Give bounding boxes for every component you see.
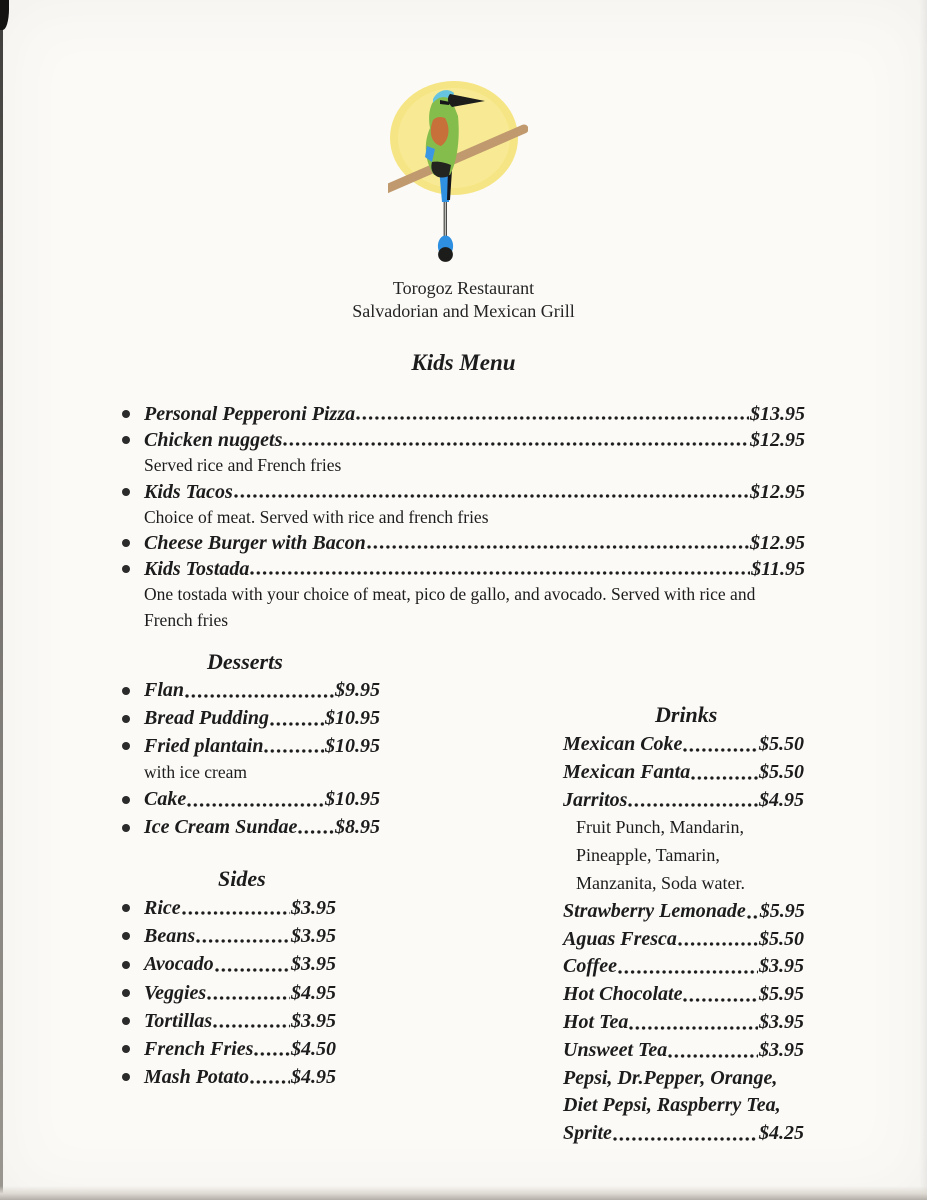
item-name: Bread Pudding: [144, 706, 270, 729]
item-price: $10.95: [325, 787, 380, 810]
item-price: $4.95: [759, 788, 804, 811]
item-name: Mexican Fanta: [563, 760, 691, 783]
drinks-section: [563, 701, 804, 1148]
menu-item-row: [563, 1037, 804, 1065]
menu-item-row: [122, 922, 336, 950]
item-name: Avocado: [144, 953, 214, 976]
bullet-icon: [122, 824, 130, 832]
menu-item-row: [122, 894, 336, 922]
item-price: $5.50: [759, 927, 804, 950]
item-name: Cheese Burger with Bacon: [144, 532, 366, 554]
drink-names-line: Diet Pepsi, Raspberry Tea,: [563, 1094, 781, 1117]
drinks-heading: Drinks: [655, 702, 718, 727]
menu-item-row: [122, 705, 380, 733]
bullet-icon: [122, 488, 130, 496]
item-price: $3.95: [759, 955, 804, 978]
item-name: Hot Chocolate: [563, 983, 683, 1006]
dot-leader: [613, 1137, 758, 1141]
item-price: $13.95: [750, 403, 805, 425]
drink-names-line: Pepsi, Dr.Pepper, Orange,: [563, 1066, 778, 1089]
item-price: $4.50: [291, 1038, 336, 1061]
dot-leader: [187, 803, 324, 807]
bullet-icon: [122, 1017, 130, 1025]
dot-leader: [629, 1026, 758, 1030]
kids-menu-section: [122, 401, 805, 633]
item-name: Cake: [144, 787, 187, 810]
dot-leader: [270, 722, 324, 726]
menu-item-row: [122, 479, 805, 505]
menu-item-row: [122, 1035, 336, 1063]
item-description: Served rice and French fries: [144, 455, 342, 475]
item-name: Strawberry Lemonade: [563, 899, 746, 922]
item-price: $3.95: [759, 1010, 804, 1033]
item-name: Fried plantain: [144, 734, 264, 757]
menu-item-row: [563, 759, 804, 787]
dot-leader: [668, 1054, 758, 1058]
dot-leader: [683, 748, 758, 752]
desserts-section: [122, 648, 380, 841]
item-price: $10.95: [325, 706, 380, 729]
item-price: $3.95: [291, 1009, 336, 1032]
item-name: Mash Potato: [144, 1066, 250, 1089]
menu-item-row: [122, 733, 380, 761]
item-name: Ice Cream Sundae: [144, 815, 298, 838]
bullet-icon: [122, 796, 130, 804]
item-name: Mexican Coke: [563, 733, 683, 755]
item-price: $4.25: [759, 1122, 804, 1145]
dot-leader: [628, 803, 758, 807]
drinks-list: [563, 731, 804, 1148]
bullet-icon: [122, 715, 130, 723]
item-name: Aguas Fresca: [563, 927, 677, 950]
dot-leader: [683, 998, 758, 1002]
bullet-icon: [122, 1045, 130, 1053]
menu-item-row: [122, 979, 336, 1007]
item-price: $3.95: [291, 953, 336, 976]
item-price: $3.95: [291, 897, 336, 919]
drink-flavor-note: Fruit Punch, Mandarin,: [576, 817, 744, 838]
bullet-icon: [122, 1073, 130, 1081]
menu-item-row: [122, 1007, 336, 1035]
item-name: French Fries: [144, 1038, 254, 1061]
menu-item-row: [563, 898, 804, 926]
bullet-icon: [122, 436, 130, 444]
dot-leader: [185, 694, 334, 698]
item-name: Sprite: [563, 1122, 612, 1145]
dot-leader: [283, 442, 749, 446]
menu-item-row: [122, 427, 805, 453]
menu-item-row: [122, 950, 336, 978]
dot-leader: [678, 942, 758, 946]
torogoz-bird-logo: [388, 78, 528, 268]
menu-item-row: [122, 530, 805, 556]
menu-item-row: [563, 1120, 804, 1148]
dot-leader: [207, 996, 290, 1000]
item-price: $8.95: [335, 815, 380, 838]
sides-list: [122, 894, 336, 1091]
menu-item-row: [122, 814, 380, 842]
restaurant-tagline: Salvadorian and Mexican Grill: [352, 301, 575, 321]
menu-item-row: [122, 1063, 336, 1091]
item-price: $12.95: [750, 429, 805, 451]
sides-section: [122, 865, 336, 1091]
bullet-icon: [122, 932, 130, 940]
item-name: Coffee: [563, 955, 618, 978]
item-description: Choice of meat. Served with rice and french fries: [144, 506, 489, 527]
drink-flavor-note: Manzanita, Soda water.: [576, 872, 745, 893]
dot-leader: [250, 571, 750, 575]
item-price: $3.95: [759, 1038, 804, 1061]
sides-heading: Sides: [218, 866, 266, 891]
item-name: Jarritos: [563, 788, 628, 811]
item-name: Hot Tea: [563, 1010, 629, 1033]
item-description: with ice cream: [144, 762, 248, 783]
dot-leader: [356, 416, 749, 420]
menu-item-row: [563, 926, 804, 954]
item-price: $10.95: [325, 734, 380, 757]
bullet-icon: [122, 565, 130, 573]
dot-leader: [250, 1080, 290, 1084]
item-name: Beans: [144, 925, 196, 948]
menu-item-row: [563, 1009, 804, 1037]
menu-item-row: [563, 731, 804, 759]
desserts-list: [122, 677, 380, 841]
item-price: $5.95: [759, 983, 804, 1006]
item-price: $12.95: [750, 480, 805, 503]
menu-item-row: [122, 786, 380, 814]
dot-leader: [215, 968, 290, 972]
menu-item-row: [563, 787, 804, 815]
menu-item-row: [563, 981, 804, 1009]
scan-edge-right: [919, 0, 927, 1200]
dot-leader: [747, 915, 759, 919]
item-name: Rice: [144, 897, 181, 919]
dot-leader: [618, 970, 758, 974]
item-price: $4.95: [291, 981, 336, 1004]
item-price: $3.95: [291, 925, 336, 948]
item-name: Kids Tostada: [144, 558, 250, 580]
item-price: $12.95: [750, 532, 805, 554]
menu-item-row: [122, 556, 805, 582]
bullet-icon: [122, 961, 130, 969]
scan-edge-bottom: [0, 1186, 927, 1200]
desserts-heading: Desserts: [207, 649, 283, 674]
item-name: Veggies: [144, 981, 207, 1004]
drink-flavor-note: Pineapple, Tamarin,: [576, 845, 720, 866]
item-name: Personal Pepperoni Pizza: [144, 403, 356, 425]
item-price: $4.95: [291, 1066, 336, 1089]
item-description: One tostada with your choice of meat, pico de gallo, and avocado. Served with rice and French fries: [144, 584, 756, 630]
item-price: $5.95: [759, 899, 805, 922]
bullet-icon: [122, 539, 130, 547]
dot-leader: [213, 1024, 290, 1028]
scan-edge-left: [0, 0, 3, 1200]
item-price: $5.50: [759, 760, 804, 783]
menu-item-row: [122, 401, 805, 427]
dot-leader: [264, 749, 324, 753]
bird-logo-graphic: [388, 78, 528, 268]
item-name: Kids Tacos: [144, 480, 233, 503]
bullet-icon: [122, 410, 130, 418]
dot-leader: [691, 776, 758, 780]
item-name: Tortillas: [144, 1009, 213, 1032]
item-price: $11.95: [751, 558, 805, 580]
dot-leader: [182, 911, 290, 915]
dot-leader: [196, 939, 290, 943]
menu-item-row: [563, 953, 804, 981]
menu-title: Kids Menu: [411, 350, 516, 375]
dot-leader: [234, 494, 749, 498]
item-name: Unsweet Tea: [563, 1038, 668, 1061]
bullet-icon: [122, 742, 130, 750]
bullet-icon: [122, 904, 130, 912]
bullet-icon: [122, 989, 130, 997]
item-name: Flan: [144, 679, 185, 701]
menu-item-row: [122, 677, 380, 705]
restaurant-name: Torogoz Restaurant: [392, 278, 535, 298]
dot-leader: [298, 830, 334, 834]
bullet-icon: [122, 687, 130, 695]
item-name: Chicken nuggets: [144, 429, 283, 451]
dot-leader: [254, 1052, 290, 1056]
item-price: $9.95: [335, 679, 380, 701]
dot-leader: [367, 545, 749, 549]
item-price: $5.50: [759, 733, 804, 755]
